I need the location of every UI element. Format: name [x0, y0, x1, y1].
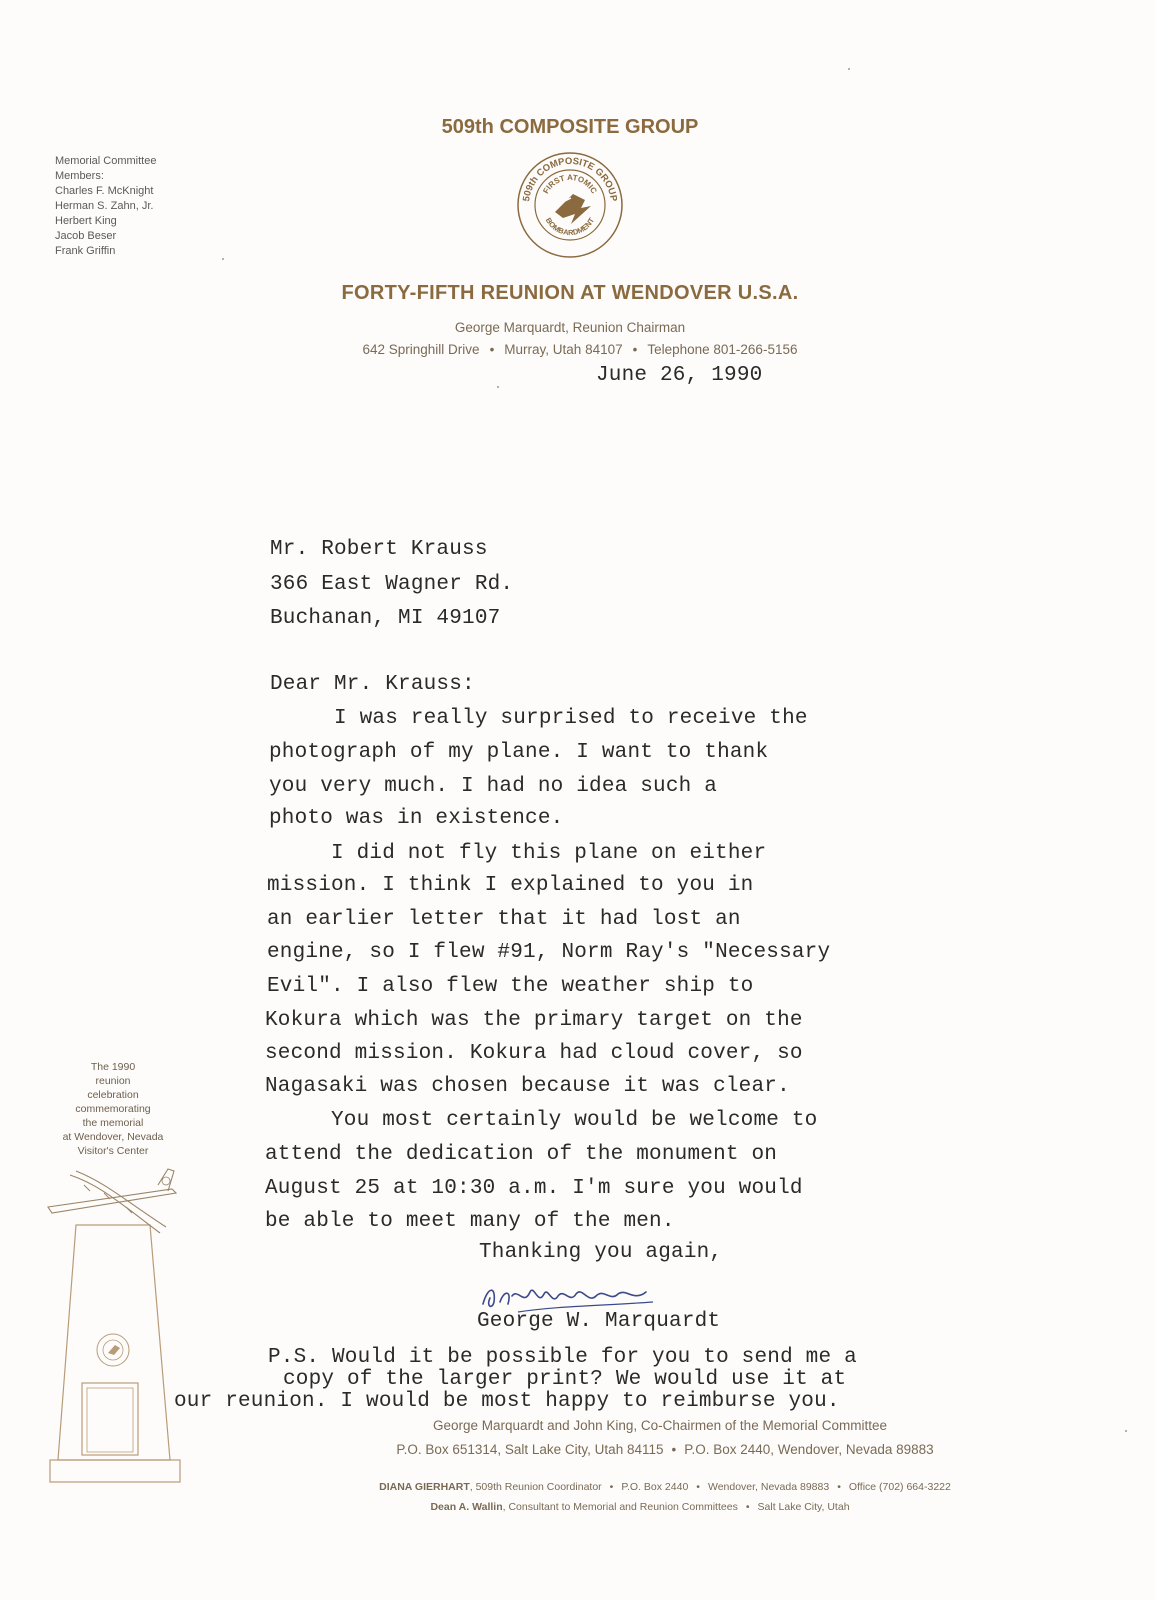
paper-speck [497, 386, 499, 388]
body-line: August 25 at 10:30 a.m. I'm sure you would [265, 1177, 803, 1200]
seal-outer-text: 509th COMPOSITE GROUP [521, 155, 619, 203]
committee-member: Charles F. McKnight [55, 185, 154, 197]
committee-member: Jacob Beser [55, 230, 117, 242]
body-line: mission. I think I explained to you in [267, 874, 754, 897]
caption-line: The 1990 [90, 1061, 136, 1073]
address-city: Murray, Utah 84107 [504, 342, 623, 357]
separator-dot: • [671, 1442, 677, 1457]
b29-plane-icon [48, 1169, 176, 1233]
caption-line: commemorating [75, 1103, 151, 1115]
body-line: Kokura which was the primary target on the [265, 1009, 803, 1032]
ps-line: P.S. Would it be possible for you to send me a [268, 1346, 857, 1369]
separator-dot: • [632, 342, 638, 357]
body-line: I did not fly this plane on either [331, 842, 767, 865]
body-line: photograph of my plane. I want to thank [269, 741, 769, 764]
committee-heading-2: Members: [55, 170, 104, 182]
separator-dot: • [609, 1481, 614, 1493]
body-line: engine, so I flew #91, Norm Ray's "Necessary [267, 941, 831, 964]
address-phone: Telephone 801-266-5156 [647, 342, 798, 357]
seal-inner-bottom-text: BOMBARDMENT [543, 216, 597, 238]
memorial-caption [38, 1060, 188, 1158]
caption-line: reunion [95, 1075, 131, 1087]
body-line: be able to meet many of the men. [265, 1210, 675, 1233]
coordinator-box: P.O. Box 2440 [621, 1481, 689, 1493]
consultant-name: Dean A. Wallin [430, 1501, 503, 1513]
footer-coordinator [300, 1481, 1030, 1493]
body-line: You most certainly would be welcome to [331, 1109, 818, 1132]
caption-line: at Wendover, Nevada [62, 1131, 164, 1143]
body-line: I was really surprised to receive the [334, 707, 808, 730]
ps-line: our reunion. I would be most happy to reimburse you. [174, 1390, 840, 1413]
letterhead-title: 509th COMPOSITE GROUP [441, 116, 699, 138]
body-line: an earlier letter that it had lost an [267, 908, 741, 931]
footer-address-wendover: P.O. Box 2440, Wendover, Nevada 89883 [684, 1442, 934, 1457]
composite-group-seal [515, 150, 625, 260]
coordinator-role: , 509th Reunion Coordinator [469, 1481, 602, 1493]
body-line: you very much. I had no idea such a [269, 775, 718, 798]
separator-dot: • [696, 1481, 700, 1493]
memorial-tower-illustration [40, 1155, 190, 1495]
recipient-line: Buchanan, MI 49107 [270, 607, 501, 630]
paper-speck [222, 258, 224, 260]
footer-consultant [360, 1501, 920, 1513]
footer-address-slc: P.O. Box 651314, Salt Lake City, Utah 84115 [396, 1442, 664, 1457]
consultant-city: Salt Lake City, Utah [757, 1501, 850, 1513]
ps-line: copy of the larger print? We would use it at [283, 1368, 847, 1391]
svg-text:BOMBARDMENT [544, 216, 597, 237]
reunion-chairman: George Marquardt, Reunion Chairman [454, 320, 686, 335]
memorial-committee-list [55, 154, 156, 259]
coordinator-city: Wendover, Nevada 89883 [707, 1481, 830, 1493]
lightning-bomb-icon [551, 194, 591, 224]
caption-line: celebration [87, 1089, 139, 1101]
separator-dot: • [837, 1481, 841, 1493]
body-line: Evil". I also flew the weather ship to [267, 975, 754, 998]
body-line: Nagasaki was chosen because it was clear. [265, 1075, 790, 1098]
paper-speck [848, 68, 850, 70]
consultant-role: , Consultant to Memorial and Reunion Committees [502, 1501, 738, 1513]
recipient-line: 366 East Wagner Rd. [270, 573, 514, 596]
letter-date: June 26, 1990 [596, 364, 763, 387]
signature-name: George W. Marquardt [477, 1310, 721, 1333]
body-line: photo was in existence. [269, 807, 564, 830]
letterhead-address [300, 342, 860, 357]
letterhead-subtitle: FORTY-FIFTH REUNION AT WENDOVER U.S.A. [341, 282, 799, 304]
recipient-line: Mr. Robert Krauss [270, 538, 488, 561]
body-line: second mission. Kokura had cloud cover, so [265, 1042, 803, 1065]
coordinator-office: Office (702) 664-3222 [848, 1481, 951, 1493]
salutation: Dear Mr. Krauss: [270, 673, 475, 696]
seal-inner-top-text: FIRST ATOMIC [541, 172, 599, 196]
committee-member: Frank Griffin [55, 245, 116, 257]
committee-heading-1: Memorial Committee [55, 155, 157, 167]
body-line: attend the dedication of the monument on [265, 1143, 778, 1166]
footer-cochairmen: George Marquardt and John King, Co-Chairmen of the Memorial Committee [433, 1418, 887, 1433]
committee-member: Herman S. Zahn, Jr. [55, 200, 154, 212]
separator-dot: • [745, 1501, 750, 1513]
separator-dot: • [489, 342, 495, 357]
paper-speck [1125, 1430, 1127, 1432]
coordinator-name: DIANA GIERHART [379, 1481, 470, 1493]
committee-member: Herbert King [55, 215, 117, 227]
footer-addresses [330, 1442, 1000, 1457]
caption-line: Visitor's Center [77, 1145, 149, 1157]
address-street: 642 Springhill Drive [362, 342, 480, 357]
closing: Thanking you again, [479, 1241, 723, 1264]
caption-line: the memorial [82, 1117, 144, 1129]
